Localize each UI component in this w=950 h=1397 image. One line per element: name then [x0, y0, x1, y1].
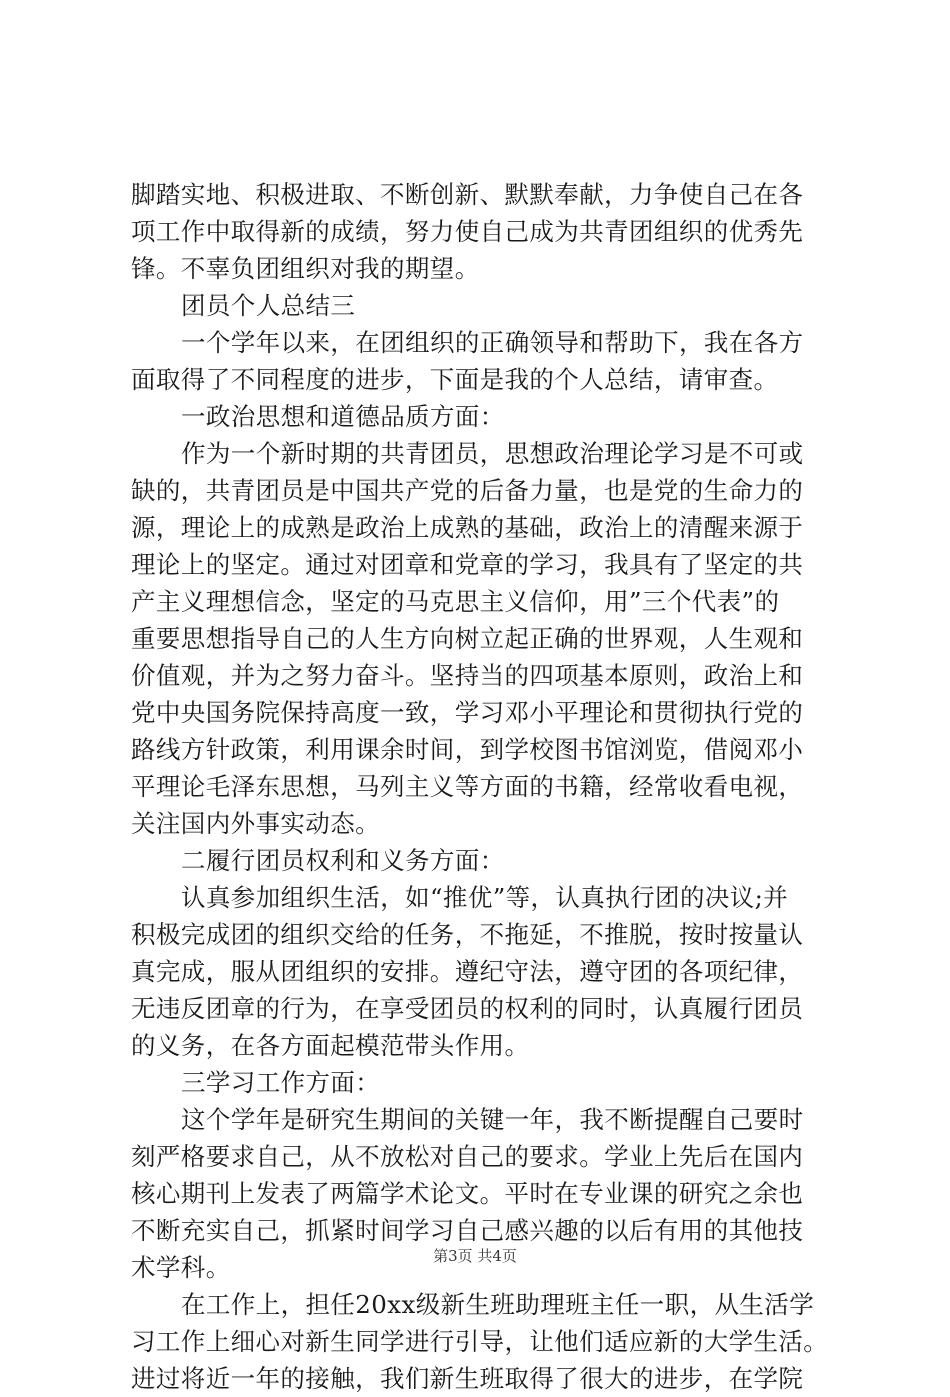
text-line: 产主义理想信念，坚定的马克思主义信仰，用”三个代表”的: [131, 587, 780, 616]
text-line: 面取得了不同程度的进步，下面是我的个人总结，请审查。: [131, 365, 779, 394]
text-line: 不断充实自己，抓紧时间学习自己感兴趣的以后有用的其他技: [131, 1216, 804, 1245]
text-line: 价值观，并为之努力奋斗。坚持当的四项基本原则，政治上和: [131, 661, 804, 690]
text-line: 三学习工作方面：: [181, 1068, 381, 1097]
text-line: 真完成，服从团组织的安排。遵纪守法，遵守团的各项纪律，: [131, 957, 804, 986]
text-line: 理论上的坚定。通过对团章和党章的学习，我具有了坚定的共: [131, 550, 804, 579]
text-line: 进过将近一年的接触，我们新生班取得了很大的进步，在学院: [131, 1364, 804, 1393]
text-line: 二履行团员权利和义务方面：: [181, 846, 505, 875]
text-line: 术学科。: [131, 1253, 231, 1282]
page-footer: 第3页 共4页: [433, 1247, 517, 1265]
text-line: 一个学年以来，在团组织的正确领导和帮助下，我在各方: [181, 328, 804, 357]
text-line: 核心期刊上发表了两篇学术论文。平时在专业课的研究之余也: [131, 1179, 804, 1208]
text-line: 重要思想指导自己的人生方向树立起正确的世界观，人生观和: [131, 624, 804, 653]
text-line: 作为一个新时期的共青团员，思想政治理论学习是不可或: [181, 439, 804, 468]
text-line: 团员个人总结三: [181, 291, 356, 320]
text-line: 的义务，在各方面起模范带头作用。: [131, 1031, 530, 1060]
text-line: 锋。不辜负团组织对我的期望。: [131, 254, 480, 283]
text-line: 平理论毛泽东思想，马列主义等方面的书籍，经常收看电视，: [131, 772, 804, 801]
text-line: 缺的，共青团员是中国共产党的后备力量，也是党的生命力的: [131, 476, 804, 505]
text-line: 关注国内外事实动态。: [131, 809, 380, 838]
text-line: 无违反团章的行为，在享受团员的权利的同时，认真履行团员: [131, 994, 804, 1023]
document-body: [131, 176, 831, 1397]
text-line: 脚踏实地、积极进取、不断创新、默默奉献，力争使自己在各: [131, 180, 804, 209]
text-line: 这个学年是研究生期间的关键一年，我不断提醒自己要时: [181, 1105, 804, 1134]
text-line: 一政治思想和道德品质方面：: [181, 402, 505, 431]
text-line: 在工作上，担任20xx级新生班助理班主任一职，从生活学: [181, 1290, 815, 1319]
text-line: 认真参加组织生活，如“推优”等，认真执行团的决议;并: [181, 883, 789, 912]
text-line: 习工作上细心对新生同学进行引导，让他们适应新的大学生活。: [131, 1327, 829, 1356]
text-line: 路线方针政策，利用课余时间，到学校图书馆浏览，借阅邓小: [131, 735, 804, 764]
text-line: 项工作中取得新的成绩，努力使自己成为共青团组织的优秀先: [131, 217, 804, 246]
text-line: 党中央国务院保持高度一致，学习邓小平理论和贯彻执行党的: [131, 698, 804, 727]
text-line: 源，理论上的成熟是政治上成熟的基础，政治上的清醒来源于: [131, 513, 804, 542]
text-line: 刻严格要求自己，从不放松对自己的要求。学业上先后在国内: [131, 1142, 804, 1171]
text-line: 积极完成团的组织交给的任务，不拖延，不推脱，按时按量认: [131, 920, 804, 949]
